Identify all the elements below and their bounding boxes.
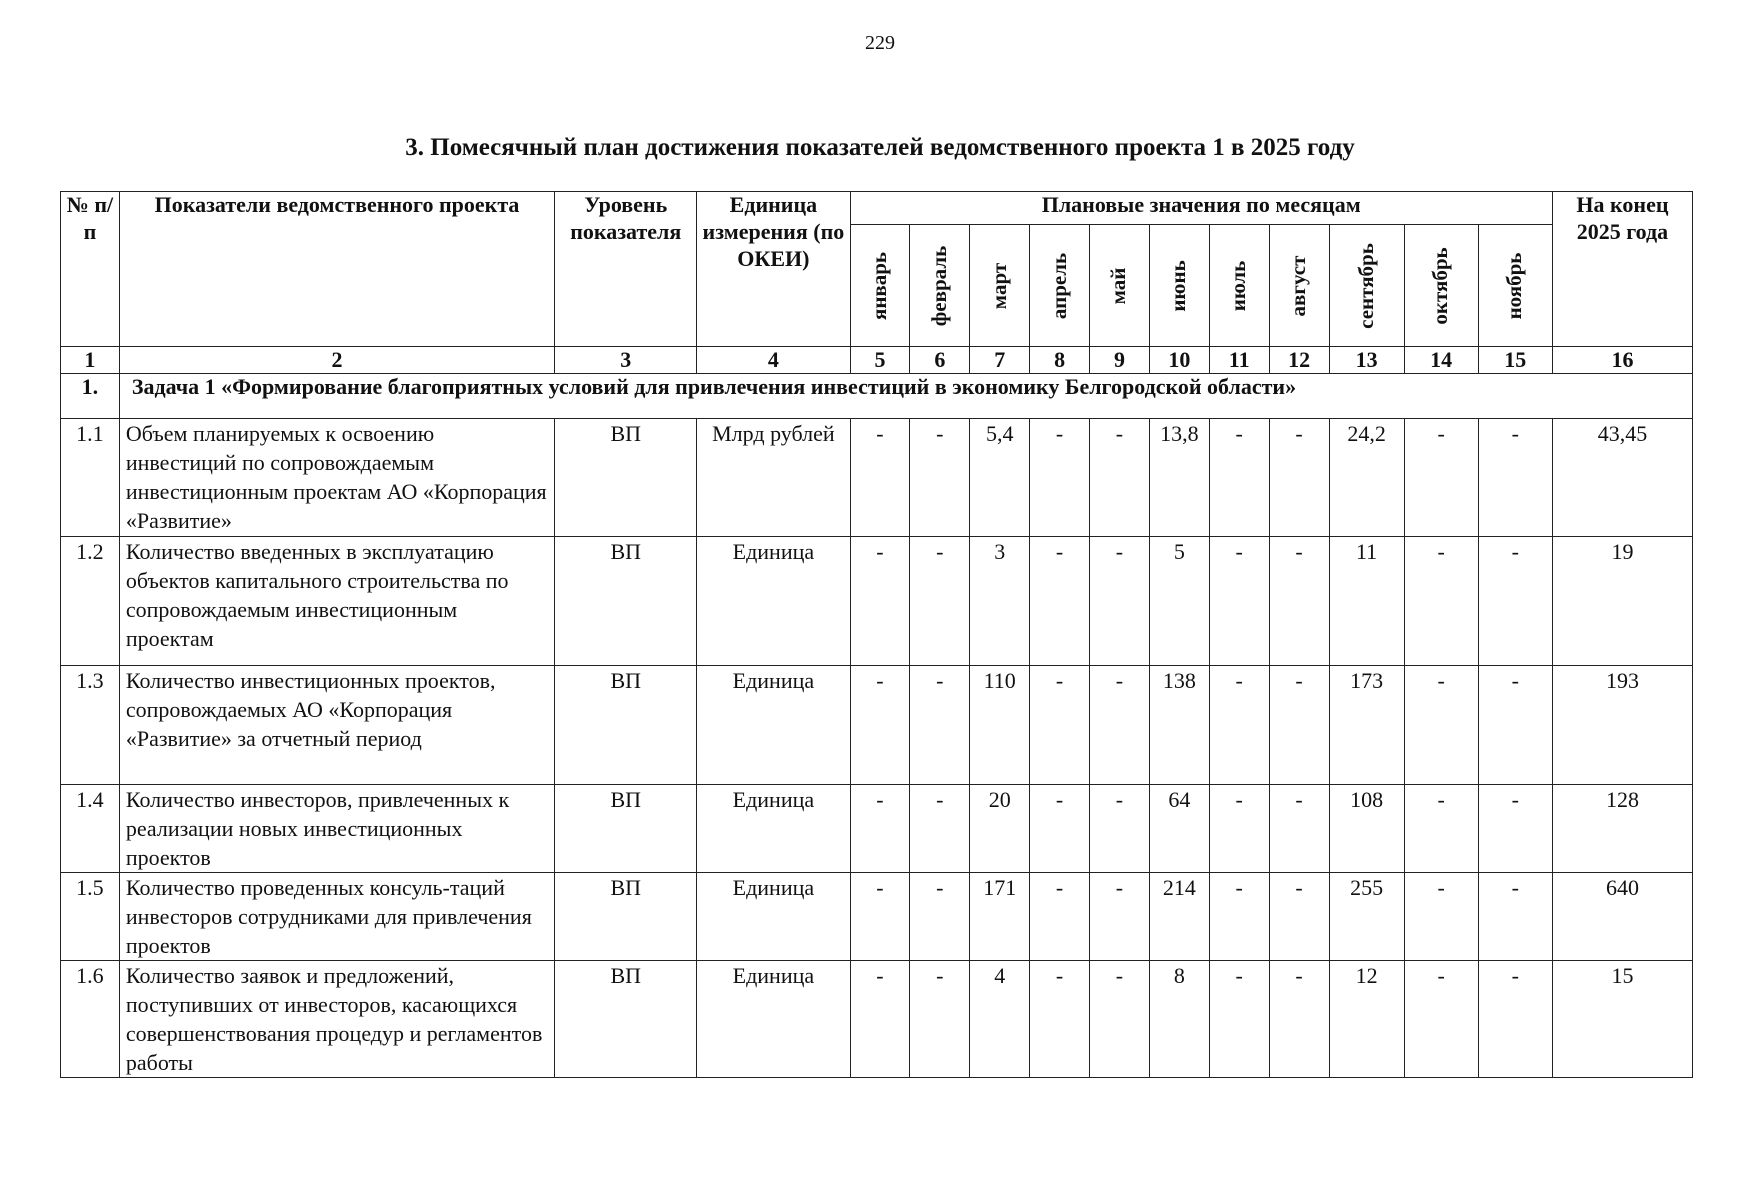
indicator-name: Количество введенных в эксплуатацию объектов капитального строительства по сопровождаемым инвестиционным проектам xyxy=(119,537,554,666)
month-value: - xyxy=(1478,961,1552,1078)
unit-of-measure: Единица xyxy=(697,785,850,873)
month-value: 5 xyxy=(1149,537,1209,666)
month-value: - xyxy=(1030,419,1090,537)
header-month xyxy=(1209,225,1269,347)
month-value: - xyxy=(1404,961,1478,1078)
month-value: - xyxy=(1209,666,1269,785)
document-title: 3. Помесячный план достижения показателей ведомственного проекта 1 в 2025 году xyxy=(405,134,1355,161)
end-of-year-value: 15 xyxy=(1552,961,1692,1078)
month-value: - xyxy=(1269,419,1329,537)
header-month xyxy=(1090,225,1150,347)
header-month xyxy=(1329,225,1404,347)
row-number: 1.5 xyxy=(61,873,120,961)
month-value: - xyxy=(1269,961,1329,1078)
column-number: 7 xyxy=(970,347,1030,374)
indicator-level: ВП xyxy=(555,537,697,666)
unit-of-measure: Единица xyxy=(697,873,850,961)
indicator-level: ВП xyxy=(555,666,697,785)
indicator-name: Количество заявок и предложений, поступивших от инвесторов, касающихся совершенствования процедур и регламентов работы xyxy=(119,961,554,1078)
month-value: 214 xyxy=(1149,873,1209,961)
month-value: - xyxy=(1030,873,1090,961)
month-value: 4 xyxy=(970,961,1030,1078)
column-number: 4 xyxy=(697,347,850,374)
unit-of-measure: Единица xyxy=(697,666,850,785)
month-label: март xyxy=(986,262,1011,309)
indicator-name: Количество инвесторов, привлеченных к реализации новых инвестиционных проектов xyxy=(119,785,554,873)
page-number: 229 xyxy=(865,32,895,54)
month-value: - xyxy=(1030,666,1090,785)
month-value: 255 xyxy=(1329,873,1404,961)
month-value: - xyxy=(910,666,970,785)
month-label: февраль xyxy=(927,245,952,326)
column-number: 5 xyxy=(850,347,910,374)
header-month xyxy=(910,225,970,347)
header-month xyxy=(1478,225,1552,347)
month-value: - xyxy=(1404,873,1478,961)
month-value: - xyxy=(1030,537,1090,666)
month-value: - xyxy=(1478,873,1552,961)
month-value: - xyxy=(850,785,910,873)
month-value: - xyxy=(1209,419,1269,537)
month-value: - xyxy=(1478,785,1552,873)
end-of-year-value: 193 xyxy=(1552,666,1692,785)
column-number: 6 xyxy=(910,347,970,374)
row-number: 1.6 xyxy=(61,961,120,1078)
task-title: Задача 1 «Формирование благоприятных условий для привлечения инвестиций в экономику Белгородской области» xyxy=(119,374,1692,419)
month-value: 3 xyxy=(970,537,1030,666)
month-value: - xyxy=(850,873,910,961)
row-number: 1.1 xyxy=(61,419,120,537)
header-planned-values: Плановые значения по месяцам xyxy=(850,192,1552,225)
column-number: 15 xyxy=(1478,347,1552,374)
month-label: август xyxy=(1286,255,1311,316)
month-value: - xyxy=(850,537,910,666)
indicator-level: ВП xyxy=(555,419,697,537)
month-value: - xyxy=(910,873,970,961)
month-value: 110 xyxy=(970,666,1030,785)
month-value: - xyxy=(1090,666,1150,785)
month-value: - xyxy=(850,666,910,785)
unit-of-measure: Единица xyxy=(697,961,850,1078)
month-value: - xyxy=(1209,537,1269,666)
month-value: - xyxy=(1269,666,1329,785)
month-value: - xyxy=(910,961,970,1078)
month-value: - xyxy=(1404,419,1478,537)
monthly-plan-table xyxy=(60,191,1693,1078)
header-month xyxy=(1030,225,1090,347)
row-number: 1.3 xyxy=(61,666,120,785)
month-value: - xyxy=(1269,537,1329,666)
indicator-name: Объем планируемых к освоению инвестиций по сопровождаемым инвестиционным проектам АО «Корпорация «Развитие» xyxy=(119,419,554,537)
month-label: ноябрь xyxy=(1502,252,1527,319)
column-number: 2 xyxy=(119,347,554,374)
table-row xyxy=(61,961,1693,1078)
month-value: 108 xyxy=(1329,785,1404,873)
indicator-level: ВП xyxy=(555,785,697,873)
month-value: - xyxy=(1478,537,1552,666)
month-label: апрель xyxy=(1046,252,1071,319)
month-value: - xyxy=(1209,961,1269,1078)
month-value: - xyxy=(1090,785,1150,873)
end-of-year-value: 43,45 xyxy=(1552,419,1692,537)
column-number: 16 xyxy=(1552,347,1692,374)
table-row xyxy=(61,419,1693,537)
month-label: октябрь xyxy=(1428,246,1453,325)
month-value: 138 xyxy=(1149,666,1209,785)
table-row xyxy=(61,666,1693,785)
month-value: - xyxy=(910,537,970,666)
month-value: 24,2 xyxy=(1329,419,1404,537)
row-number: 1.4 xyxy=(61,785,120,873)
month-value: - xyxy=(1478,419,1552,537)
column-number: 9 xyxy=(1090,347,1150,374)
month-value: - xyxy=(1209,873,1269,961)
month-value: - xyxy=(910,785,970,873)
row-number: 1.2 xyxy=(61,537,120,666)
month-value: - xyxy=(1269,873,1329,961)
indicator-level: ВП xyxy=(555,873,697,961)
end-of-year-value: 19 xyxy=(1552,537,1692,666)
month-value: 12 xyxy=(1329,961,1404,1078)
month-value: 64 xyxy=(1149,785,1209,873)
header-month xyxy=(850,225,910,347)
column-number: 13 xyxy=(1329,347,1404,374)
header-month xyxy=(1269,225,1329,347)
month-value: - xyxy=(1030,785,1090,873)
month-value: - xyxy=(1030,961,1090,1078)
column-number: 1 xyxy=(61,347,120,374)
header-month xyxy=(1149,225,1209,347)
header-unit: Единица измерения (по ОКЕИ) xyxy=(697,192,850,347)
column-number: 12 xyxy=(1269,347,1329,374)
month-value: 171 xyxy=(970,873,1030,961)
month-label: январь xyxy=(867,251,892,320)
month-value: - xyxy=(1090,419,1150,537)
month-value: 13,8 xyxy=(1149,419,1209,537)
indicator-name: Количество инвестиционных проектов, сопровождаемых АО «Корпорация «Развитие» за отчетный период xyxy=(119,666,554,785)
month-value: - xyxy=(1209,785,1269,873)
month-value: 173 xyxy=(1329,666,1404,785)
task-number: 1. xyxy=(61,374,120,419)
month-label: май xyxy=(1106,267,1131,304)
indicator-name: Количество проведенных консуль-таций инвесторов сотрудниками для привлечения проектов xyxy=(119,873,554,961)
month-value: 20 xyxy=(970,785,1030,873)
column-number: 8 xyxy=(1030,347,1090,374)
month-value: - xyxy=(1090,961,1150,1078)
table-row xyxy=(61,785,1693,873)
month-value: - xyxy=(850,419,910,537)
month-value: 11 xyxy=(1329,537,1404,666)
month-value: - xyxy=(1404,666,1478,785)
column-number: 3 xyxy=(555,347,697,374)
indicator-level: ВП xyxy=(555,961,697,1078)
header-month xyxy=(970,225,1030,347)
table-row xyxy=(61,873,1693,961)
header-num: № п/п xyxy=(61,192,120,347)
header-indicator: Показатели ведомственного проекта xyxy=(119,192,554,347)
table-row xyxy=(61,537,1693,666)
column-number: 14 xyxy=(1404,347,1478,374)
month-label: сентябрь xyxy=(1353,242,1378,329)
month-value: - xyxy=(1404,785,1478,873)
month-value: 5,4 xyxy=(970,419,1030,537)
header-level: Уровень показателя xyxy=(555,192,697,347)
header-end-of-year: На конец 2025 года xyxy=(1552,192,1692,347)
month-value: - xyxy=(1478,666,1552,785)
month-value: - xyxy=(910,419,970,537)
month-label: июнь xyxy=(1166,259,1191,312)
month-value: 8 xyxy=(1149,961,1209,1078)
end-of-year-value: 640 xyxy=(1552,873,1692,961)
month-value: - xyxy=(1090,873,1150,961)
column-number: 10 xyxy=(1149,347,1209,374)
end-of-year-value: 128 xyxy=(1552,785,1692,873)
column-number: 11 xyxy=(1209,347,1269,374)
header-month xyxy=(1404,225,1478,347)
unit-of-measure: Единица xyxy=(697,537,850,666)
month-value: - xyxy=(1404,537,1478,666)
month-value: - xyxy=(1269,785,1329,873)
month-label: июль xyxy=(1226,260,1251,311)
month-value: - xyxy=(850,961,910,1078)
month-value: - xyxy=(1090,537,1150,666)
unit-of-measure: Млрд рублей xyxy=(697,419,850,537)
